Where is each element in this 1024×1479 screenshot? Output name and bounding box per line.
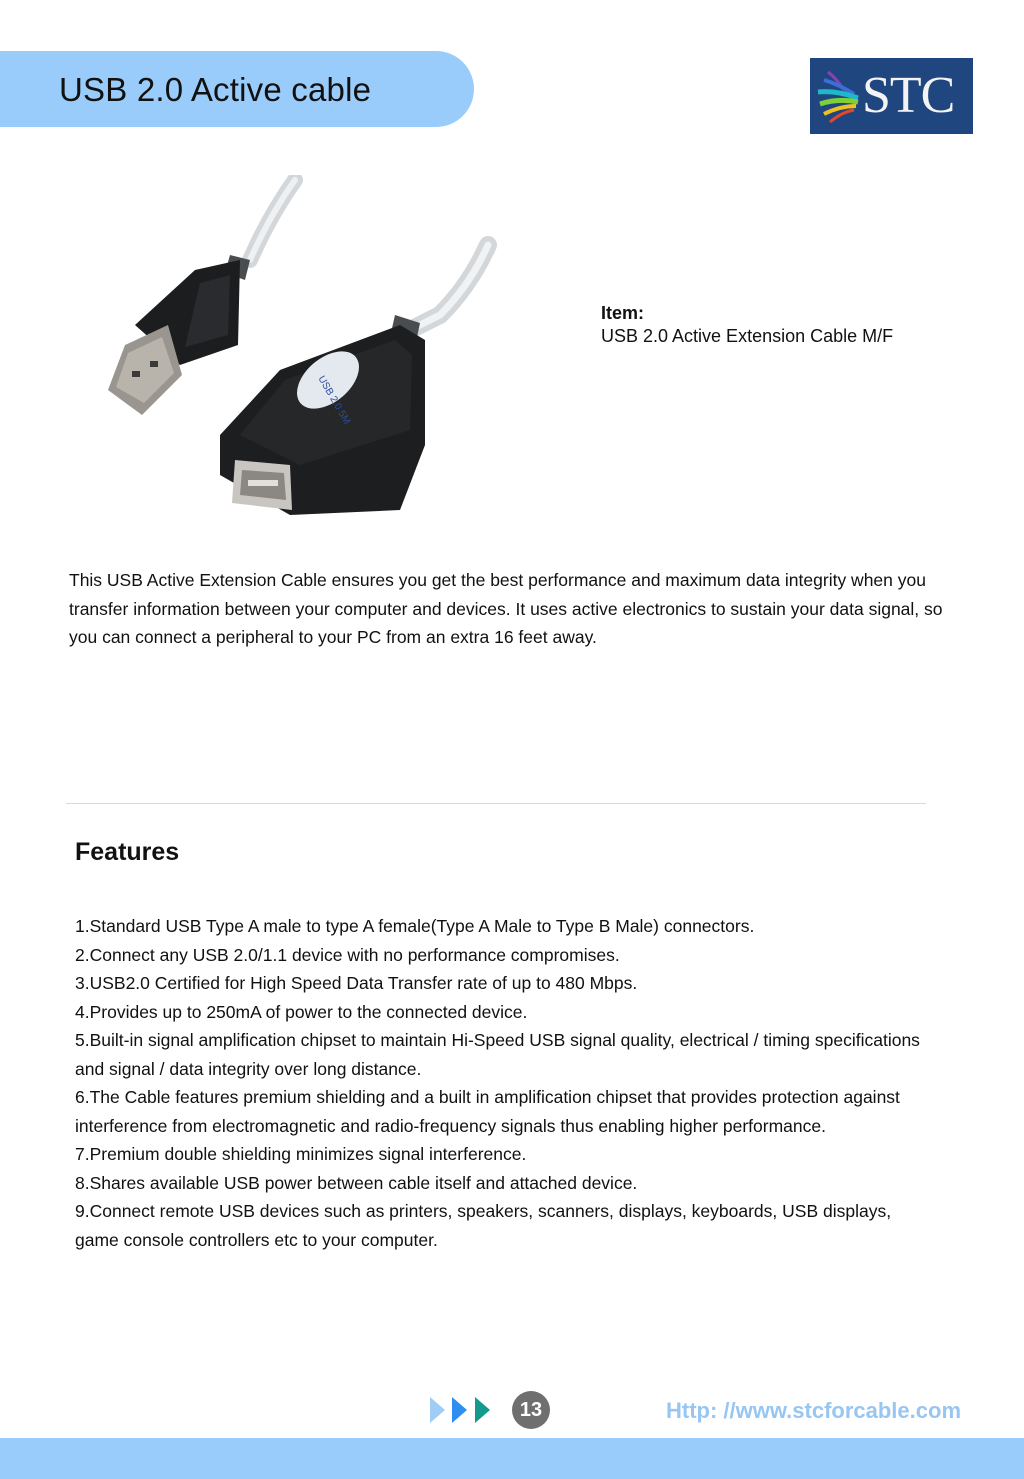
product-image — [100, 175, 500, 525]
feature-item: 1.Standard USB Type A male to type A female(Type A Male to Type B Male) connectors. — [75, 916, 755, 936]
page-title: USB 2.0 Active cable — [59, 71, 372, 108]
product-description: This USB Active Extension Cable ensures you get the best performance and maximum data integrity when you transfer information between your computer and devices. It uses active electronics to sustain your data signal, so you can connect a peripheral to your PC from an extra 16 feet away. — [69, 570, 943, 647]
feature-item: 2.Connect any USB 2.0/1.1 device with no performance compromises. — [75, 944, 620, 965]
item-label: Item: — [601, 303, 645, 323]
item-value: USB 2.0 Active Extension Cable M/F — [601, 326, 894, 346]
website-link[interactable]: Http: //www.stcforcable.com — [666, 1398, 962, 1423]
triple-arrow-icon — [430, 1397, 492, 1423]
footer-bar — [0, 1438, 1024, 1479]
section-divider — [66, 803, 926, 804]
page-number-badge: 13 — [512, 1391, 550, 1429]
logo-swoosh-icon — [814, 64, 866, 128]
title-banner — [0, 51, 474, 127]
feature-item: 6.The Cable features premium shielding and a built in amplification chipset that provides protection against interference from electromagnetic and radio-frequency signals thus enabling higher performance. — [75, 1087, 900, 1136]
item-info — [601, 302, 893, 348]
feature-item: 5.Built-in signal amplification chipset to maintain Hi-Speed USB signal quality, electrical / timing specifications and signal / data integrity over long distance. — [75, 1030, 920, 1079]
feature-item: 7.Premium double shielding minimizes signal interference. — [75, 1144, 527, 1164]
feature-item: 4.Provides up to 250mA of power to the connected device. — [75, 1001, 528, 1022]
features-heading: Features — [75, 838, 180, 866]
usb-cable-illustration — [100, 175, 500, 525]
logo-text: STC — [862, 67, 955, 124]
features-list — [75, 912, 935, 1254]
feature-item: 8.Shares available USB power between cable itself and attached device. — [75, 1172, 638, 1193]
stc-logo — [810, 58, 973, 134]
housing-label: USB 2.0 5M — [315, 374, 353, 427]
feature-item: 3.USB2.0 Certified for High Speed Data Transfer rate of up to 480 Mbps. — [75, 973, 638, 993]
feature-item: 9.Connect remote USB devices such as printers, speakers, scanners, displays, keyboards, USB displays, game console controllers etc to your computer. — [75, 1201, 892, 1250]
